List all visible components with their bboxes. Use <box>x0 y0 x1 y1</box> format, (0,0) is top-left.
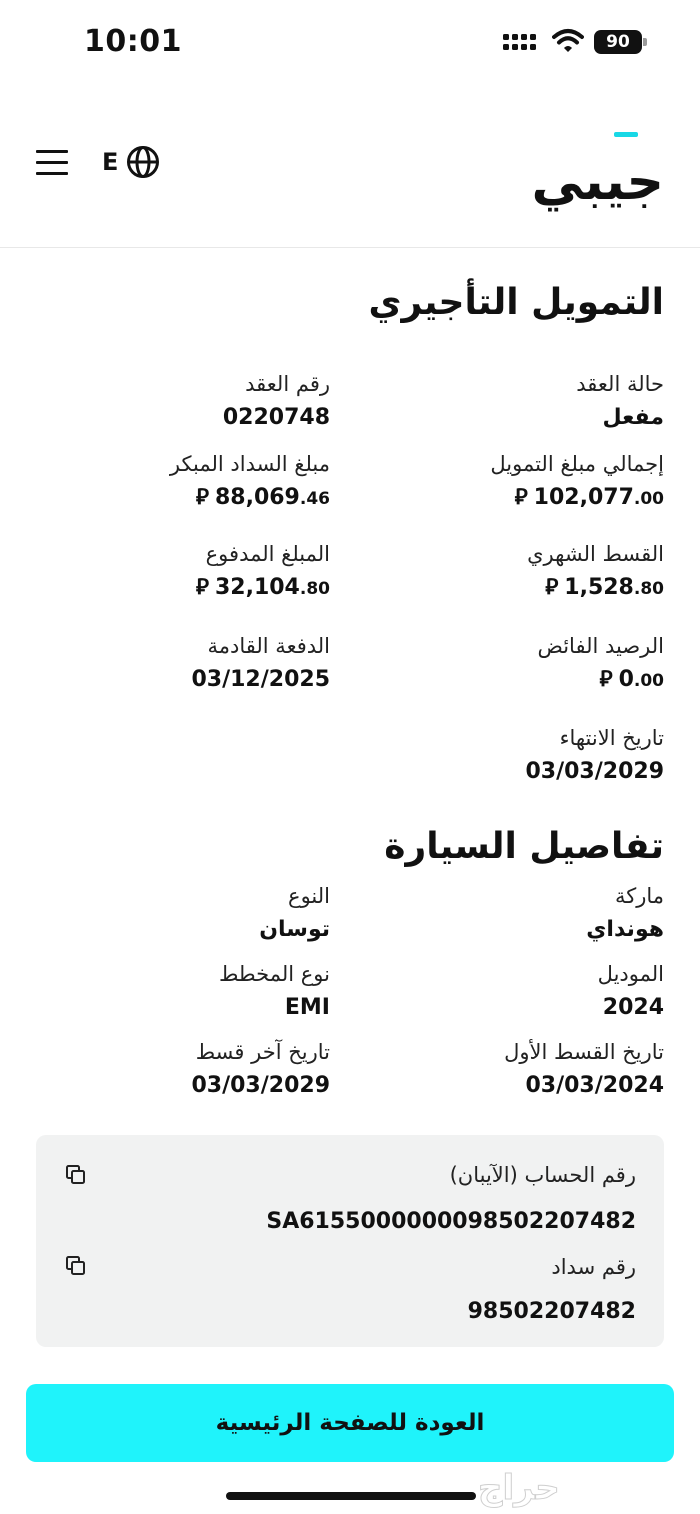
field-value: 03/03/2029 <box>525 759 664 785</box>
copy-iban-icon[interactable] <box>64 1163 88 1187</box>
amount-decimal: .00 <box>633 489 664 510</box>
field-value: 03/03/2024 <box>525 1073 664 1099</box>
iban-value: SA6155000000098502207482 <box>266 1209 636 1234</box>
next-payment-field <box>30 634 330 694</box>
hamburger-menu-icon[interactable] <box>36 150 68 176</box>
field-value <box>364 575 664 601</box>
currency-symbol-icon: ⃁ <box>545 575 559 601</box>
field-value: 2024 <box>602 995 664 1021</box>
model-field <box>364 962 664 1022</box>
cellular-signal-icon <box>503 30 543 54</box>
sadad-label: رقم سداد <box>551 1255 636 1279</box>
home-indicator[interactable] <box>226 1492 476 1500</box>
battery-level: 90 <box>594 30 642 54</box>
jeebi-logo <box>531 122 664 212</box>
field-value <box>364 485 664 511</box>
sadad-value: 98502207482 <box>467 1299 636 1324</box>
field-label: الرصيد الفائض <box>537 634 664 658</box>
surplus-balance-field <box>364 634 664 694</box>
field-label: حالة العقد <box>576 372 664 396</box>
amount-integer: 1,528 <box>564 575 634 601</box>
field-value <box>30 575 330 601</box>
end-date-field <box>364 726 664 786</box>
early-settlement-field <box>30 452 330 512</box>
field-value: توسان <box>259 917 330 943</box>
field-label: رقم العقد <box>245 372 330 396</box>
account-info-panel <box>36 1135 664 1347</box>
logo-accent-dash <box>614 132 638 137</box>
car-details-title: تفاصيل السيارة <box>384 826 664 867</box>
app-header <box>0 86 700 248</box>
currency-symbol-icon: ⃁ <box>195 485 209 511</box>
field-label: نوع المخطط <box>219 962 330 986</box>
currency-symbol-icon: ⃁ <box>514 485 528 511</box>
copy-sadad-icon[interactable] <box>64 1254 88 1278</box>
first-installment-date-field <box>364 1040 664 1100</box>
amount-paid-field <box>30 542 330 602</box>
field-label: ماركة <box>614 884 664 908</box>
contract-status-field <box>364 372 664 432</box>
field-label: تاريخ القسط الأول <box>504 1040 664 1064</box>
brand-field <box>364 884 664 944</box>
total-financing-field <box>364 452 664 512</box>
status-time: 10:01 <box>84 24 182 59</box>
plan-type-field <box>30 962 330 1022</box>
amount-integer: 88,069 <box>214 485 300 511</box>
currency-symbol-icon: ⃁ <box>195 575 209 601</box>
field-value <box>364 667 664 693</box>
field-label: المبلغ المدفوع <box>205 542 330 566</box>
field-value <box>30 485 330 511</box>
field-label: القسط الشهري <box>527 542 664 566</box>
globe-icon <box>126 145 160 179</box>
car-type-field <box>30 884 330 944</box>
amount-decimal: .80 <box>633 579 664 600</box>
amount-integer: 102,077 <box>533 485 634 511</box>
wifi-icon <box>552 28 584 54</box>
field-label: تاريخ الانتهاء <box>559 726 664 750</box>
field-value: 03/03/2029 <box>191 1073 330 1099</box>
back-to-home-button[interactable]: العودة للصفحة الرئيسية <box>26 1384 674 1462</box>
financing-title: التمويل التأجيري <box>368 282 664 323</box>
contract-number-field <box>30 372 330 432</box>
field-label: تاريخ آخر قسط <box>195 1040 330 1064</box>
logo-text: جيبي <box>531 152 664 212</box>
field-value: EMI <box>284 995 330 1021</box>
field-label: الموديل <box>597 962 664 986</box>
field-value: 0220748 <box>222 405 330 431</box>
field-label: إجمالي مبلغ التمويل <box>490 452 664 476</box>
amount-integer: 32,104 <box>214 575 300 601</box>
language-letter: E <box>102 148 119 176</box>
iban-label: رقم الحساب (الآيبان) <box>449 1163 636 1187</box>
field-label: مبلغ السداد المبكر <box>169 452 330 476</box>
status-bar <box>0 0 700 86</box>
amount-integer: 0 <box>618 667 634 693</box>
field-label: النوع <box>288 884 330 908</box>
haraj-watermark: حراج <box>478 1468 560 1508</box>
currency-symbol-icon: ⃁ <box>599 667 613 693</box>
amount-decimal: .80 <box>299 579 330 600</box>
battery-tip <box>643 38 647 46</box>
battery-icon <box>594 30 648 54</box>
field-value: هونداي <box>586 917 664 943</box>
field-value: مفعل <box>602 405 664 431</box>
amount-decimal: .00 <box>633 671 664 692</box>
field-value: 03/12/2025 <box>191 667 330 693</box>
amount-decimal: .46 <box>299 489 330 510</box>
last-installment-date-field <box>30 1040 330 1100</box>
monthly-installment-field <box>364 542 664 602</box>
language-switch[interactable] <box>102 144 160 180</box>
field-label: الدفعة القادمة <box>207 634 330 658</box>
